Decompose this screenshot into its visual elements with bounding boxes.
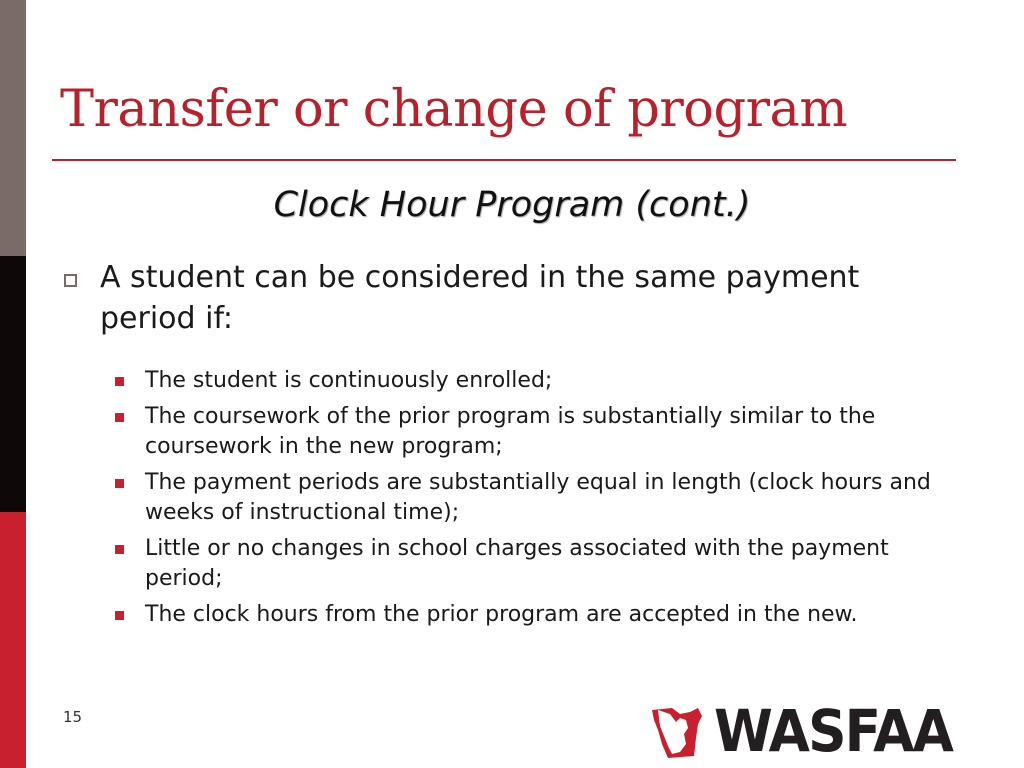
list-item (113, 600, 973, 630)
list-item-text: The coursework of the prior program is substantially similar to the coursework in the new program; (145, 404, 876, 459)
list-item-text: Little or no changes in school charges associated with the payment period; (145, 536, 889, 591)
slide-title: Transfer or change of program (60, 80, 848, 139)
list-item-text: The student is continuously enrolled; (145, 368, 553, 393)
title-divider (52, 159, 956, 161)
page-number: 15 (63, 708, 83, 726)
wasfaa-logo (650, 697, 1020, 765)
slide-subtitle: Clock Hour Program (cont.) (273, 185, 751, 225)
wisconsin-state-icon (650, 704, 714, 760)
list-item (113, 366, 973, 396)
list-item (113, 534, 973, 594)
side-bar-bottom (0, 512, 26, 768)
red-square-bullet-icon (115, 413, 124, 422)
sub-bullet-list (113, 366, 973, 636)
list-item (113, 402, 973, 462)
red-square-bullet-icon (115, 545, 124, 554)
list-item-text: The clock hours from the prior program are accepted in the new. (145, 602, 858, 627)
red-square-bullet-icon (115, 377, 124, 386)
hollow-square-bullet-icon (64, 274, 77, 287)
red-square-bullet-icon (115, 611, 124, 620)
list-item (113, 468, 973, 528)
red-square-bullet-icon (115, 479, 124, 488)
wasfaa-wordmark: WASFAA (714, 697, 953, 765)
side-bar-middle (0, 256, 26, 512)
main-bullet-text: A student can be considered in the same payment period if: (100, 260, 860, 336)
list-item-text: The payment periods are substantially equal in length (clock hours and weeks of instructional time); (145, 470, 931, 525)
main-bullet-item (62, 257, 942, 339)
